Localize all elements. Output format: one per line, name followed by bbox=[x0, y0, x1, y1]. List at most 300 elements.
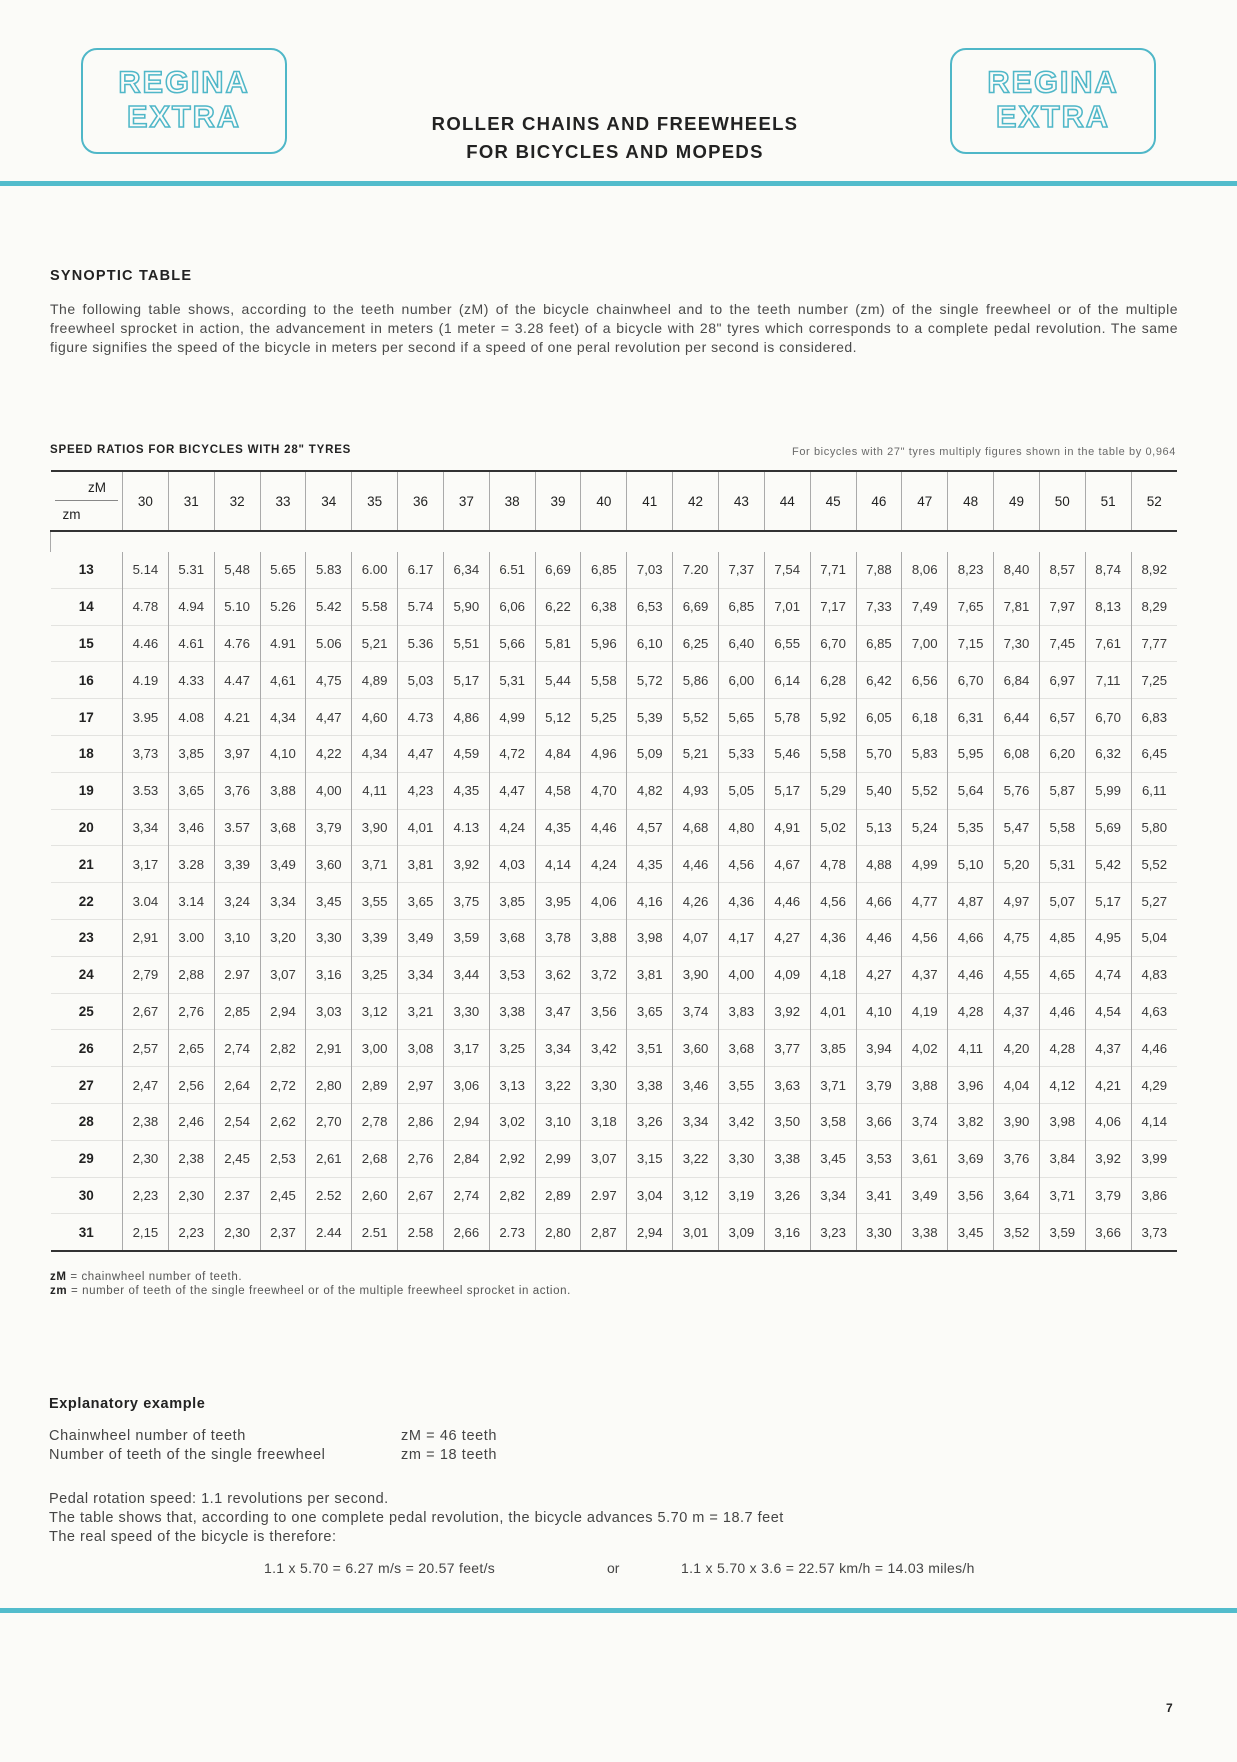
table-cell: 4,47 bbox=[489, 772, 535, 809]
table-cell: 5.26 bbox=[260, 588, 306, 625]
table-cell: 4,00 bbox=[718, 956, 764, 993]
table-cell: 5.14 bbox=[123, 552, 169, 588]
logo-line1: REGINA bbox=[118, 64, 250, 100]
table-cell: 4,35 bbox=[627, 846, 673, 883]
table-cell: 5,81 bbox=[535, 625, 581, 662]
table-cell: 3,10 bbox=[535, 1103, 581, 1140]
table-cell: 4.21 bbox=[214, 699, 260, 736]
table-cell: 5,87 bbox=[1039, 772, 1085, 809]
table-cell: 4,54 bbox=[1085, 993, 1131, 1030]
table-cell: 4,35 bbox=[443, 772, 489, 809]
column-header-zM: 47 bbox=[902, 471, 948, 531]
table-caption: SPEED RATIOS FOR BICYCLES WITH 28" TYRES bbox=[50, 444, 352, 456]
table-cell: 3,47 bbox=[535, 993, 581, 1030]
column-header-zM: 36 bbox=[398, 471, 444, 531]
table-cell: 4,46 bbox=[1131, 1030, 1177, 1067]
table-cell: 4,56 bbox=[902, 919, 948, 956]
table-cell: 5.31 bbox=[168, 552, 214, 588]
row-header-zm: 30 bbox=[51, 1177, 123, 1214]
table-cell: 7,33 bbox=[856, 588, 902, 625]
table-cell: 2,94 bbox=[627, 1214, 673, 1251]
table-cell: 3.57 bbox=[214, 809, 260, 846]
table-cell: 5,52 bbox=[1131, 846, 1177, 883]
table-cell: 4.61 bbox=[168, 625, 214, 662]
table-cell: 6,14 bbox=[764, 662, 810, 699]
table-cell: 2,57 bbox=[123, 1030, 169, 1067]
table-cell: 3,39 bbox=[352, 919, 398, 956]
table-cell: 4.13 bbox=[443, 809, 489, 846]
table-cell: 3,02 bbox=[489, 1103, 535, 1140]
table-cell: 4,19 bbox=[902, 993, 948, 1030]
table-cell: 6,56 bbox=[902, 662, 948, 699]
table-cell: 2,78 bbox=[352, 1103, 398, 1140]
table-cell: 3,42 bbox=[581, 1030, 627, 1067]
table-cell: 7,71 bbox=[810, 552, 856, 588]
table-cell: 4,93 bbox=[673, 772, 719, 809]
table-cell: 2,85 bbox=[214, 993, 260, 1030]
table-cell: 7,81 bbox=[994, 588, 1040, 625]
table-cell: 5,02 bbox=[810, 809, 856, 846]
table-cell: 4.94 bbox=[168, 588, 214, 625]
example-para3: The real speed of the bicycle is therefore: bbox=[49, 1529, 337, 1545]
table-cell: 3,12 bbox=[352, 993, 398, 1030]
column-header-zM: 48 bbox=[948, 471, 994, 531]
table-cell: 6,69 bbox=[535, 552, 581, 588]
table-cell: 3,73 bbox=[123, 735, 169, 772]
table-cell: 3,26 bbox=[764, 1177, 810, 1214]
table-cell: 3,10 bbox=[214, 919, 260, 956]
table-cell: 7,01 bbox=[764, 588, 810, 625]
table-cell: 3,65 bbox=[168, 772, 214, 809]
table-cell: 3,66 bbox=[1085, 1214, 1131, 1251]
table-cell: 4,57 bbox=[627, 809, 673, 846]
column-header-zM: 44 bbox=[764, 471, 810, 531]
table-cell: 4,10 bbox=[856, 993, 902, 1030]
table-cell: 4,27 bbox=[764, 919, 810, 956]
table-cell: 5,83 bbox=[902, 735, 948, 772]
table-cell: 2,67 bbox=[123, 993, 169, 1030]
table-cell: 6,57 bbox=[1039, 699, 1085, 736]
table-cell: 2,84 bbox=[443, 1140, 489, 1177]
legend-zm-text: = number of teeth of the single freewheel or of the multiple freewheel sprocket in action. bbox=[70, 1285, 571, 1297]
table-cell: 4,66 bbox=[948, 919, 994, 956]
table-cell: 5,09 bbox=[627, 735, 673, 772]
table-cell: 5,21 bbox=[352, 625, 398, 662]
table-cell: 2,37 bbox=[260, 1214, 306, 1251]
table-cell: 3,49 bbox=[260, 846, 306, 883]
table-cell: 6,20 bbox=[1039, 735, 1085, 772]
table-cell: 5.06 bbox=[306, 625, 352, 662]
table-cell: 3,71 bbox=[810, 1067, 856, 1104]
table-cell: 6,42 bbox=[856, 662, 902, 699]
table-cell: 3,98 bbox=[1039, 1103, 1085, 1140]
row-header-zm: 14 bbox=[51, 588, 123, 625]
table-cell: 3,68 bbox=[718, 1030, 764, 1067]
table-cell: 3,01 bbox=[673, 1214, 719, 1251]
table-cell: 4,22 bbox=[306, 735, 352, 772]
table-cell: 4,91 bbox=[764, 809, 810, 846]
table-row bbox=[51, 956, 1178, 993]
table-cell: 5,78 bbox=[764, 699, 810, 736]
table-cell: 4,36 bbox=[718, 883, 764, 920]
table-cell: 4,68 bbox=[673, 809, 719, 846]
table-cell: 3,44 bbox=[443, 956, 489, 993]
table-cell: 2,80 bbox=[535, 1214, 581, 1251]
table-note: For bicycles with 27" tyres multiply figures shown in the table by 0,964 bbox=[792, 446, 1176, 458]
table-cell: 4.08 bbox=[168, 699, 214, 736]
table-cell: 7.20 bbox=[673, 552, 719, 588]
table-cell: 2,64 bbox=[214, 1067, 260, 1104]
table-cell: 5.74 bbox=[398, 588, 444, 625]
row-header-zm: 29 bbox=[51, 1140, 123, 1177]
table-cell: 3,90 bbox=[994, 1103, 1040, 1140]
table-cell: 3,34 bbox=[123, 809, 169, 846]
table-cell: 4,24 bbox=[581, 846, 627, 883]
table-cell: 3,07 bbox=[581, 1140, 627, 1177]
table-cell: 5,80 bbox=[1131, 809, 1177, 846]
page-title-line1: ROLLER CHAINS AND FREEWHEELS bbox=[431, 113, 799, 134]
corner-divider bbox=[55, 500, 119, 501]
table-cell: 8,57 bbox=[1039, 552, 1085, 588]
table-cell: 3,73 bbox=[1131, 1214, 1177, 1251]
table-cell: 6,38 bbox=[581, 588, 627, 625]
row-header-zm: 31 bbox=[51, 1214, 123, 1251]
table-cell: 4,99 bbox=[489, 699, 535, 736]
legend-zM-label: zM bbox=[50, 1271, 67, 1283]
table-cell: 3,78 bbox=[535, 919, 581, 956]
table-cell: 4,29 bbox=[1131, 1067, 1177, 1104]
table-row bbox=[51, 919, 1178, 956]
table-cell: 3,15 bbox=[627, 1140, 673, 1177]
table-cell: 3,90 bbox=[673, 956, 719, 993]
table-cell: 3,77 bbox=[764, 1030, 810, 1067]
table-cell: 2,61 bbox=[306, 1140, 352, 1177]
table-cell: 6,05 bbox=[856, 699, 902, 736]
row-header-zm: 28 bbox=[51, 1103, 123, 1140]
example-line2-label: Number of teeth of the single freewheel bbox=[49, 1447, 326, 1463]
table-cell: 4,75 bbox=[994, 919, 1040, 956]
table-cell: 2,72 bbox=[260, 1067, 306, 1104]
table-cell: 7,25 bbox=[1131, 662, 1177, 699]
table-cell: 3,71 bbox=[1039, 1177, 1085, 1214]
table-cell: 3,23 bbox=[810, 1214, 856, 1251]
table-cell: 3,39 bbox=[214, 846, 260, 883]
table-cell: 5,21 bbox=[673, 735, 719, 772]
table-cell: 4,82 bbox=[627, 772, 673, 809]
row-header-zm: 23 bbox=[51, 919, 123, 956]
column-header-zM: 41 bbox=[627, 471, 673, 531]
table-cell: 6,31 bbox=[948, 699, 994, 736]
row-header-zm: 17 bbox=[51, 699, 123, 736]
table-cell: 3,55 bbox=[718, 1067, 764, 1104]
legend-zm-label: zm bbox=[50, 1285, 68, 1297]
table-cell: 6,06 bbox=[489, 588, 535, 625]
regina-extra-logo-left bbox=[81, 48, 287, 154]
table-cell: 5,31 bbox=[1039, 846, 1085, 883]
table-cell: 2,30 bbox=[123, 1140, 169, 1177]
table-cell: 2,82 bbox=[489, 1177, 535, 1214]
table-header-row bbox=[51, 471, 1178, 531]
table-cell: 3,16 bbox=[306, 956, 352, 993]
table-cell: 3,17 bbox=[443, 1030, 489, 1067]
table-cell: 4.46 bbox=[123, 625, 169, 662]
table-cell: 2,23 bbox=[123, 1177, 169, 1214]
table-cell: 3,88 bbox=[581, 919, 627, 956]
table-cell: 3,81 bbox=[398, 846, 444, 883]
table-cell: 5.10 bbox=[214, 588, 260, 625]
row-header-zm: 20 bbox=[51, 809, 123, 846]
table-row bbox=[51, 1067, 1178, 1104]
table-row bbox=[51, 1103, 1178, 1140]
table-cell: 4,77 bbox=[902, 883, 948, 920]
column-header-zM: 50 bbox=[1039, 471, 1085, 531]
table-cell: 4,03 bbox=[489, 846, 535, 883]
table-cell: 3,30 bbox=[718, 1140, 764, 1177]
table-cell: 5,70 bbox=[856, 735, 902, 772]
table-cell: 3,08 bbox=[398, 1030, 444, 1067]
table-cell: 7,03 bbox=[627, 552, 673, 588]
table-row bbox=[51, 625, 1178, 662]
table-cell: 4,99 bbox=[902, 846, 948, 883]
table-cell: 3,58 bbox=[810, 1103, 856, 1140]
table-cell: 6,84 bbox=[994, 662, 1040, 699]
table-cell: 4,72 bbox=[489, 735, 535, 772]
table-cell: 3,53 bbox=[489, 956, 535, 993]
table-cell: 3,50 bbox=[764, 1103, 810, 1140]
table-cell: 3,82 bbox=[948, 1103, 994, 1140]
table-cell: 5,12 bbox=[535, 699, 581, 736]
table-cell: 4,84 bbox=[535, 735, 581, 772]
table-cell: 2,92 bbox=[489, 1140, 535, 1177]
table-cell: 3,22 bbox=[535, 1067, 581, 1104]
table-cell: 3,20 bbox=[260, 919, 306, 956]
column-header-zM: 32 bbox=[214, 471, 260, 531]
table-cell: 3,03 bbox=[306, 993, 352, 1030]
table-cell: 5,48 bbox=[214, 552, 260, 588]
table-cell: 2,94 bbox=[443, 1103, 489, 1140]
table-cell: 3,04 bbox=[627, 1177, 673, 1214]
table-cell: 4,36 bbox=[810, 919, 856, 956]
table-cell: 3,86 bbox=[1131, 1177, 1177, 1214]
table-cell: 5,44 bbox=[535, 662, 581, 699]
table-cell: 4,11 bbox=[948, 1030, 994, 1067]
table-cell: 4,47 bbox=[306, 699, 352, 736]
table-cell: 3,06 bbox=[443, 1067, 489, 1104]
table-cell: 3,61 bbox=[902, 1140, 948, 1177]
table-cell: 7,17 bbox=[810, 588, 856, 625]
example-text bbox=[49, 1490, 784, 1547]
table-cell: 4,75 bbox=[306, 662, 352, 699]
table-cell: 2,74 bbox=[214, 1030, 260, 1067]
table-cell: 3,25 bbox=[352, 956, 398, 993]
table-cell: 3,79 bbox=[306, 809, 352, 846]
table-cell: 7,65 bbox=[948, 588, 994, 625]
table-cell: 3,26 bbox=[627, 1103, 673, 1140]
table-cell: 3,53 bbox=[856, 1140, 902, 1177]
table-cell: 3,30 bbox=[306, 919, 352, 956]
table-cell: 3,74 bbox=[673, 993, 719, 1030]
table-cell: 3,17 bbox=[123, 846, 169, 883]
table-cell: 8,23 bbox=[948, 552, 994, 588]
table-cell: 4,96 bbox=[581, 735, 627, 772]
page-title-line2: FOR BICYCLES AND MOPEDS bbox=[466, 141, 764, 162]
table-cell: 4,06 bbox=[1085, 1103, 1131, 1140]
table-cell: 2,46 bbox=[168, 1103, 214, 1140]
table-cell: 2,74 bbox=[443, 1177, 489, 1214]
table-cell: 5,40 bbox=[856, 772, 902, 809]
table-cell: 5.65 bbox=[260, 552, 306, 588]
table-cell: 6,69 bbox=[673, 588, 719, 625]
row-header-zm: 26 bbox=[51, 1030, 123, 1067]
table-cell: 3.14 bbox=[168, 883, 214, 920]
table-cell: 7,49 bbox=[902, 588, 948, 625]
table-row bbox=[51, 662, 1178, 699]
table-row bbox=[51, 772, 1178, 809]
table-cell: 3,46 bbox=[168, 809, 214, 846]
page-title bbox=[380, 110, 850, 166]
row-header-zm: 22 bbox=[51, 883, 123, 920]
table-cell: 4,63 bbox=[1131, 993, 1177, 1030]
table-cell: 3,97 bbox=[214, 735, 260, 772]
row-header-zm: 19 bbox=[51, 772, 123, 809]
table-cell: 4,95 bbox=[1085, 919, 1131, 956]
row-header-zm: 21 bbox=[51, 846, 123, 883]
table-cell: 4,55 bbox=[994, 956, 1040, 993]
table-cell: 5,31 bbox=[489, 662, 535, 699]
column-header-zM: 40 bbox=[581, 471, 627, 531]
table-cell: 8,40 bbox=[994, 552, 1040, 588]
table-cell: 2,99 bbox=[535, 1140, 581, 1177]
table-cell: 3,56 bbox=[948, 1177, 994, 1214]
example-values bbox=[49, 1427, 498, 1465]
table-cell: 6.51 bbox=[489, 552, 535, 588]
table-cell: 2,76 bbox=[168, 993, 214, 1030]
column-header-zM: 35 bbox=[352, 471, 398, 531]
table-cell: 3,30 bbox=[856, 1214, 902, 1251]
table-cell: 4,74 bbox=[1085, 956, 1131, 993]
table-cell: 4,01 bbox=[398, 809, 444, 846]
table-cell: 3.95 bbox=[123, 699, 169, 736]
table-cell: 2,60 bbox=[352, 1177, 398, 1214]
table-row bbox=[51, 552, 1178, 588]
table-cell: 3,30 bbox=[443, 993, 489, 1030]
example-or: or bbox=[607, 1560, 620, 1576]
table-cell: 4,46 bbox=[1039, 993, 1085, 1030]
table-cell: 4,27 bbox=[856, 956, 902, 993]
table-cell: 4,37 bbox=[1085, 1030, 1131, 1067]
table-cell: 4,37 bbox=[902, 956, 948, 993]
column-header-zM: 45 bbox=[810, 471, 856, 531]
table-cell: 2,76 bbox=[398, 1140, 444, 1177]
table-cell: 3,55 bbox=[352, 883, 398, 920]
table-cell: 3,16 bbox=[764, 1214, 810, 1251]
table-cell: 6,85 bbox=[718, 588, 764, 625]
table-cell: 4,37 bbox=[994, 993, 1040, 1030]
table-cell: 4,26 bbox=[673, 883, 719, 920]
table-cell: 4,21 bbox=[1085, 1067, 1131, 1104]
table-cell: 3,69 bbox=[948, 1140, 994, 1177]
logo-line1: REGINA bbox=[987, 64, 1119, 100]
table-cell: 3.28 bbox=[168, 846, 214, 883]
table-cell: 2,97 bbox=[398, 1067, 444, 1104]
table-cell: 3,79 bbox=[856, 1067, 902, 1104]
table-cell: 8,29 bbox=[1131, 588, 1177, 625]
table-cell: 5,64 bbox=[948, 772, 994, 809]
table-cell: 3,64 bbox=[994, 1177, 1040, 1214]
table-row bbox=[51, 846, 1178, 883]
table-cell: 4,97 bbox=[994, 883, 1040, 920]
table-cell: 4,00 bbox=[306, 772, 352, 809]
regina-extra-logo-right bbox=[950, 48, 1156, 154]
table-cell: 3,92 bbox=[1085, 1140, 1131, 1177]
table-cell: 2.44 bbox=[306, 1214, 352, 1251]
table-cell: 2,54 bbox=[214, 1103, 260, 1140]
table-cell: 4,12 bbox=[1039, 1067, 1085, 1104]
table-cell: 4,10 bbox=[260, 735, 306, 772]
table-cell: 4,87 bbox=[948, 883, 994, 920]
table-row bbox=[51, 993, 1178, 1030]
table-cell: 3,90 bbox=[352, 809, 398, 846]
table-cell: 3,76 bbox=[994, 1140, 1040, 1177]
table-cell: 3,49 bbox=[902, 1177, 948, 1214]
table-cell: 3,21 bbox=[398, 993, 444, 1030]
table-cell: 3,60 bbox=[306, 846, 352, 883]
legend bbox=[50, 1270, 571, 1298]
table-cell: 2.51 bbox=[352, 1214, 398, 1251]
table-cell: 5,17 bbox=[443, 662, 489, 699]
table-cell: 3,66 bbox=[856, 1103, 902, 1140]
table-cell: 4,61 bbox=[260, 662, 306, 699]
header-divider bbox=[0, 181, 1237, 186]
table-cell: 5,04 bbox=[1131, 919, 1177, 956]
table-cell: 4,23 bbox=[398, 772, 444, 809]
table-cell: 2,66 bbox=[443, 1214, 489, 1251]
table-cell: 4,07 bbox=[673, 919, 719, 956]
table-cell: 3,84 bbox=[1039, 1140, 1085, 1177]
table-cell: 2,91 bbox=[306, 1030, 352, 1067]
table-cell: 6,34 bbox=[443, 552, 489, 588]
table-cell: 4,28 bbox=[948, 993, 994, 1030]
table-cell: 7,77 bbox=[1131, 625, 1177, 662]
table-row bbox=[51, 1177, 1178, 1214]
table-cell: 6,70 bbox=[810, 625, 856, 662]
table-cell: 2,62 bbox=[260, 1103, 306, 1140]
table-cell: 7,97 bbox=[1039, 588, 1085, 625]
table-cell: 4.33 bbox=[168, 662, 214, 699]
corner-zM: zM bbox=[88, 480, 106, 495]
table-cell: 2,38 bbox=[123, 1103, 169, 1140]
column-header-zM: 30 bbox=[123, 471, 169, 531]
table-cell: 4.19 bbox=[123, 662, 169, 699]
table-cell: 8,13 bbox=[1085, 588, 1131, 625]
table-cell: 3,42 bbox=[718, 1103, 764, 1140]
table-cell: 3,83 bbox=[718, 993, 764, 1030]
table-cell: 5,95 bbox=[948, 735, 994, 772]
table-row bbox=[51, 1214, 1178, 1251]
table-cell: 2,45 bbox=[260, 1177, 306, 1214]
row-header-zm: 15 bbox=[51, 625, 123, 662]
table-cell: 6,11 bbox=[1131, 772, 1177, 809]
table-cell: 4,56 bbox=[810, 883, 856, 920]
table-cell: 6,70 bbox=[948, 662, 994, 699]
table-cell: 5,27 bbox=[1131, 883, 1177, 920]
table-cell: 3,60 bbox=[673, 1030, 719, 1067]
table-cell: 2,82 bbox=[260, 1030, 306, 1067]
table-cell: 2,15 bbox=[123, 1214, 169, 1251]
table-cell: 3,74 bbox=[902, 1103, 948, 1140]
table-cell: 3,68 bbox=[489, 919, 535, 956]
example-calc-imperial: 1.1 x 5.70 x 3.6 = 22.57 km/h = 14.03 miles/h bbox=[681, 1560, 975, 1576]
